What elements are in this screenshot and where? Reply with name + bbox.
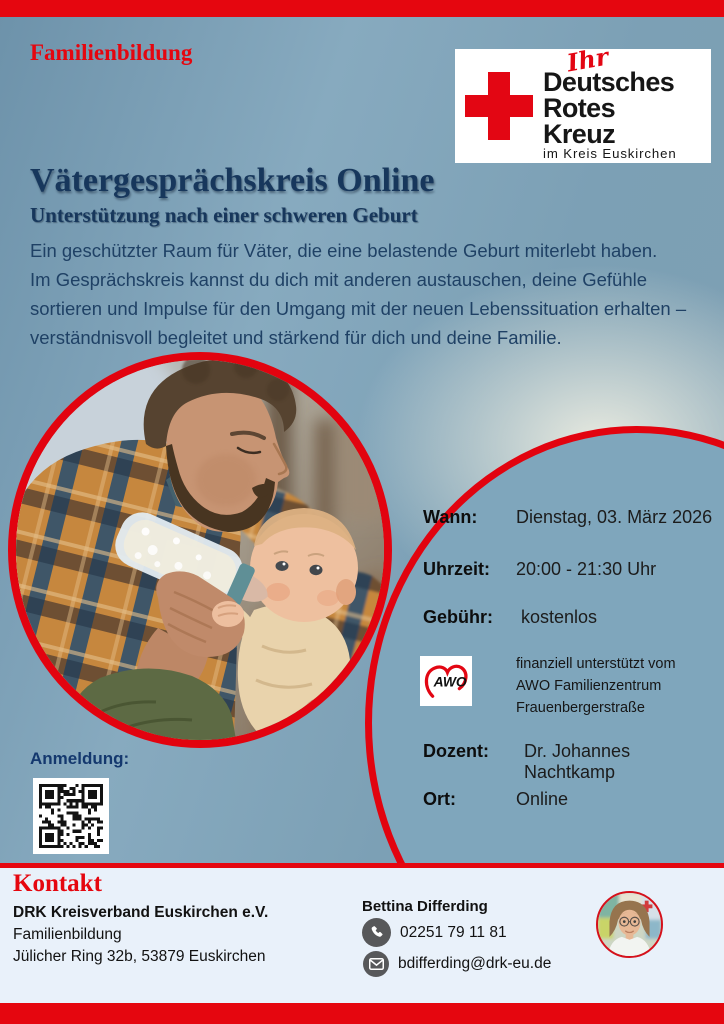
contact-person-avatar (596, 891, 663, 958)
value-dozent: Dr. Johannes Nachtkamp (524, 741, 631, 782)
contact-strip (0, 868, 724, 1003)
phone-icon (362, 918, 391, 947)
logo-wordmark (543, 69, 674, 147)
red-separator-line (0, 863, 724, 868)
value-uhrzeit: 20:00 - 21:30 Uhr (516, 559, 657, 579)
label-wann: Wann: (423, 507, 478, 527)
label-gebuehr: Gebühr: (423, 607, 493, 627)
sponsor-line-2: AWO Familienzentrum (516, 678, 662, 694)
logo-line-2: Rotes (543, 93, 616, 123)
drk-logo (455, 41, 711, 163)
top-red-bar (0, 0, 724, 17)
awo-heart-icon (423, 660, 469, 702)
awo-logo (420, 656, 472, 706)
email-icon (363, 951, 389, 977)
label-dozent: Dozent: (423, 741, 489, 761)
red-cross-icon (465, 72, 533, 140)
value-wann: Dienstag, 03. März 2026 (516, 507, 713, 527)
registration-label: Anmeldung: (30, 749, 130, 768)
intro-line-1: Ein geschützter Raum für Väter, die eine belastende Geburt miterlebt haben. (30, 240, 658, 261)
bottom-red-bar (0, 1003, 724, 1024)
sponsor-line-3: Frauenbergerstraße (516, 700, 645, 716)
page-title: Vätergesprächskreis Online (30, 162, 435, 199)
qr-code (33, 778, 109, 854)
contact-department: Familienbildung (13, 926, 122, 943)
department-label: Familienbildung (30, 40, 193, 65)
logo-line-3: Kreuz (543, 119, 616, 149)
contact-phone: 02251 79 11 81 (400, 924, 507, 941)
contact-title: Kontakt (13, 870, 102, 897)
father-baby-photo (8, 352, 392, 748)
page-subtitle: Unterstützung nach einer schweren Geburt (30, 203, 418, 227)
contact-email: bdifferding@drk-eu.de (398, 955, 552, 972)
contact-address: Jülicher Ring 32b, 53879 Euskirchen (13, 948, 266, 965)
value-gebuehr: kostenlos (521, 607, 598, 627)
logo-region-line: im Kreis Euskirchen (543, 146, 677, 161)
sponsor-line-1: finanziell unterstützt vom (516, 656, 676, 672)
label-uhrzeit: Uhrzeit: (423, 559, 490, 579)
svg-text:AWO: AWO (433, 673, 467, 690)
intro-paragraph (30, 236, 722, 352)
contact-organization: DRK Kreisverband Euskirchen e.V. (13, 904, 269, 921)
logo-script-text: Ihr (564, 41, 611, 78)
sponsor-note (516, 653, 676, 719)
label-ort: Ort: (423, 789, 456, 809)
value-ort: Online (516, 789, 569, 809)
logo-line-1: Deutsches (543, 67, 675, 97)
father-baby-illustration (16, 360, 384, 740)
contact-person: Bettina Differding (362, 898, 488, 915)
intro-line-2: Im Gesprächskreis kannst du dich mit anderen austauschen, deine Gefühle sortieren und Impulse für den Umgang mit der neuen Lebenssituation erhalten – verständnisvoll begleitet und stärkend für dich und deine Familie. (30, 269, 687, 348)
